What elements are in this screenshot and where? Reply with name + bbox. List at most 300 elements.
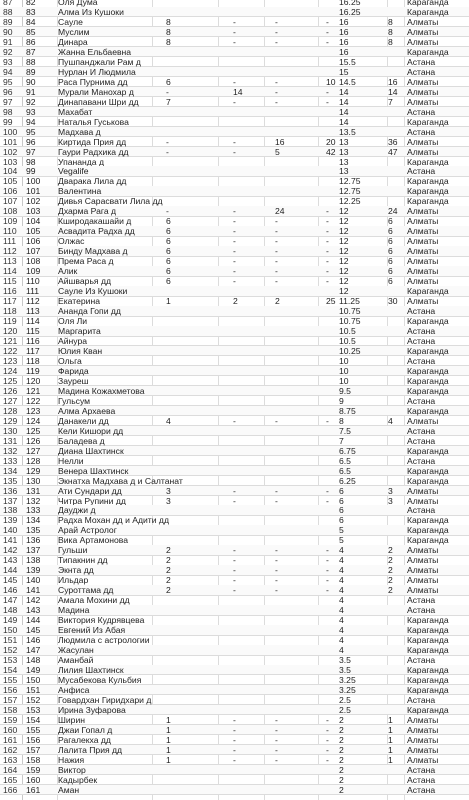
cell-id[interactable]: 121 bbox=[26, 385, 41, 396]
cell-col-d[interactable]: - bbox=[326, 26, 329, 37]
cell-name[interactable]: Пушпанджали Рам д bbox=[58, 56, 141, 67]
cell-col-e[interactable]: 2.5 bbox=[339, 704, 351, 715]
cell-col-e[interactable]: 7.5 bbox=[339, 425, 351, 436]
cell-col-c[interactable] bbox=[275, 595, 293, 605]
cell-col-c[interactable] bbox=[275, 466, 293, 476]
cell-col-f[interactable] bbox=[388, 366, 406, 376]
cell-id[interactable]: 137 bbox=[26, 545, 41, 556]
cell-col-c[interactable] bbox=[275, 535, 293, 545]
table-row[interactable] bbox=[0, 406, 469, 417]
cell-col-b[interactable] bbox=[233, 127, 251, 137]
cell-col-c[interactable] bbox=[275, 426, 293, 436]
cell-name[interactable]: Валентина bbox=[58, 186, 102, 197]
cell-col-e[interactable]: 6.5 bbox=[339, 465, 351, 476]
cell-col-f[interactable]: 16 bbox=[388, 76, 398, 87]
cell-col-f[interactable] bbox=[388, 376, 406, 386]
cell-id[interactable]: 116 bbox=[26, 335, 40, 346]
cell-col-e[interactable]: 12 bbox=[339, 266, 349, 277]
cell-city[interactable]: Караганда bbox=[407, 345, 449, 356]
table-row[interactable] bbox=[0, 206, 469, 217]
table-row[interactable] bbox=[0, 107, 469, 118]
cell-name[interactable]: Баладева д bbox=[58, 435, 105, 446]
cell-col-c[interactable]: - bbox=[275, 26, 278, 37]
cell-name[interactable]: Евгений Из Абая bbox=[58, 625, 126, 636]
cell-col-f[interactable]: 6 bbox=[388, 266, 393, 277]
cell-id[interactable]: 150 bbox=[26, 674, 41, 685]
cell-city[interactable]: Караганда bbox=[407, 684, 449, 695]
cell-col-c[interactable] bbox=[275, 645, 293, 655]
table-row[interactable] bbox=[0, 565, 469, 576]
cell-col-c[interactable]: - bbox=[275, 734, 278, 745]
cell-name[interactable]: Дауджи д bbox=[58, 505, 96, 516]
cell-city[interactable]: Алматы bbox=[407, 565, 439, 576]
table-row[interactable] bbox=[0, 605, 469, 616]
cell-col-b[interactable] bbox=[233, 456, 251, 466]
table-row[interactable] bbox=[0, 77, 469, 88]
cell-name[interactable]: Гаури Радхика дд bbox=[58, 146, 129, 157]
cell-col-c[interactable] bbox=[275, 665, 293, 675]
cell-col-c[interactable]: 2 bbox=[275, 296, 280, 307]
cell-col-f[interactable] bbox=[388, 356, 406, 366]
cell-col-a[interactable]: 2 bbox=[166, 565, 171, 576]
cell-col-c[interactable]: - bbox=[275, 16, 278, 27]
cell-col-b[interactable]: - bbox=[233, 495, 236, 506]
cell-id[interactable]: 84 bbox=[26, 16, 36, 27]
cell-name[interactable]: Екатерина bbox=[58, 296, 100, 307]
cell-city[interactable]: Астана bbox=[407, 425, 436, 436]
cell-col-f[interactable] bbox=[388, 67, 406, 77]
cell-col-a[interactable] bbox=[166, 655, 184, 665]
table-row[interactable] bbox=[0, 216, 469, 227]
cell-col-a[interactable]: 2 bbox=[166, 585, 171, 596]
cell-col-e[interactable]: 16 bbox=[339, 16, 349, 27]
table-row[interactable] bbox=[0, 346, 469, 357]
cell-id[interactable]: 94 bbox=[26, 116, 36, 127]
cell-name[interactable]: Сауле bbox=[58, 16, 83, 27]
cell-col-a[interactable] bbox=[166, 286, 184, 296]
cell-name[interactable]: Типакнин дд bbox=[58, 555, 108, 566]
cell-col-b[interactable] bbox=[233, 775, 251, 785]
cell-col-b[interactable] bbox=[233, 436, 251, 446]
cell-col-c[interactable] bbox=[275, 336, 293, 346]
cell-col-f[interactable] bbox=[388, 505, 406, 515]
cell-col-a[interactable]: - bbox=[166, 146, 169, 157]
cell-col-f[interactable]: 8 bbox=[388, 16, 393, 27]
cell-col-c[interactable] bbox=[275, 765, 293, 775]
cell-col-e[interactable]: 12 bbox=[339, 286, 349, 297]
cell-col-a[interactable] bbox=[166, 157, 184, 167]
cell-col-a[interactable] bbox=[166, 675, 184, 685]
cell-name[interactable]: Лилия Шахтинск bbox=[58, 664, 124, 675]
cell-col-c[interactable] bbox=[275, 316, 293, 326]
cell-col-f[interactable] bbox=[388, 655, 406, 665]
cell-col-a[interactable]: 3 bbox=[166, 485, 171, 496]
cell-col-c[interactable]: - bbox=[275, 724, 278, 735]
table-row[interactable] bbox=[0, 695, 469, 706]
cell-id[interactable]: 122 bbox=[26, 395, 41, 406]
cell-col-c[interactable] bbox=[275, 57, 293, 67]
cell-col-c[interactable] bbox=[275, 306, 293, 316]
cell-col-f[interactable] bbox=[388, 705, 406, 715]
cell-col-f[interactable] bbox=[388, 785, 406, 795]
cell-col-e[interactable]: 14 bbox=[339, 106, 349, 117]
cell-id[interactable]: 154 bbox=[26, 714, 41, 725]
cell-city[interactable]: Караганда bbox=[407, 615, 449, 626]
cell-col-b[interactable] bbox=[233, 336, 251, 346]
cell-col-b[interactable] bbox=[233, 476, 251, 486]
cell-col-c[interactable] bbox=[275, 685, 293, 695]
cell-id[interactable]: 140 bbox=[26, 575, 41, 586]
cell-city[interactable]: Караганда bbox=[407, 645, 449, 656]
cell-city[interactable]: Алматы bbox=[407, 296, 439, 307]
cell-col-a[interactable] bbox=[166, 386, 184, 396]
cell-col-d[interactable]: - bbox=[326, 565, 329, 576]
cell-city[interactable]: Алматы bbox=[407, 246, 439, 257]
cell-name[interactable]: Ирина Зуфарова bbox=[58, 704, 126, 715]
cell-id[interactable]: 130 bbox=[26, 475, 41, 486]
cell-name[interactable]: Данакели дд bbox=[58, 415, 109, 426]
cell-name[interactable]: Ширин bbox=[58, 714, 86, 725]
cell-col-e[interactable]: 3.5 bbox=[339, 664, 351, 675]
table-row[interactable] bbox=[0, 246, 469, 257]
cell-col-f[interactable]: 4 bbox=[388, 415, 393, 426]
cell-name[interactable]: Гульсум bbox=[58, 395, 91, 406]
cell-id[interactable]: 88 bbox=[26, 56, 36, 67]
cell-col-a[interactable]: - bbox=[166, 86, 169, 97]
cell-col-f[interactable] bbox=[388, 635, 406, 645]
cell-col-c[interactable] bbox=[275, 515, 293, 525]
cell-city[interactable]: Астана bbox=[407, 764, 436, 775]
cell-col-b[interactable]: 14 bbox=[233, 86, 243, 97]
cell-col-d[interactable]: 42 bbox=[326, 146, 336, 157]
cell-name[interactable]: Нажия bbox=[58, 754, 85, 765]
cell-col-d[interactable]: - bbox=[326, 545, 329, 556]
cell-col-b[interactable] bbox=[233, 615, 251, 625]
cell-col-b[interactable] bbox=[233, 426, 251, 436]
cell-col-c[interactable] bbox=[275, 476, 293, 486]
cell-col-c[interactable]: - bbox=[275, 744, 278, 755]
cell-col-f[interactable] bbox=[388, 645, 406, 655]
cell-id[interactable]: 120 bbox=[26, 375, 41, 386]
cell-col-f[interactable] bbox=[388, 535, 406, 545]
cell-col-a[interactable] bbox=[166, 785, 184, 795]
cell-col-a[interactable]: 6 bbox=[166, 216, 171, 227]
cell-col-c[interactable] bbox=[275, 396, 293, 406]
cell-id[interactable]: 83 bbox=[26, 6, 36, 17]
cell-name[interactable]: Вика Артамонова bbox=[58, 535, 129, 546]
cell-col-c[interactable] bbox=[275, 605, 293, 615]
cell-col-e[interactable]: 14.5 bbox=[339, 76, 356, 87]
table-row[interactable] bbox=[0, 765, 469, 776]
cell-col-b[interactable]: - bbox=[233, 216, 236, 227]
cell-col-b[interactable]: - bbox=[233, 76, 236, 87]
cell-city[interactable]: Караганда bbox=[407, 176, 449, 187]
cell-city[interactable]: Астана bbox=[407, 784, 436, 795]
cell-col-c[interactable]: - bbox=[275, 754, 278, 765]
cell-col-f[interactable] bbox=[388, 306, 406, 316]
cell-col-a[interactable] bbox=[166, 346, 184, 356]
cell-col-f[interactable] bbox=[388, 157, 406, 167]
cell-name[interactable]: Кадырбек bbox=[58, 774, 98, 785]
cell-col-e[interactable]: 10 bbox=[339, 365, 349, 376]
cell-col-b[interactable] bbox=[233, 107, 251, 117]
cell-name[interactable]: Алма Архаева bbox=[58, 405, 116, 416]
cell-col-b[interactable]: - bbox=[233, 236, 236, 247]
cell-col-d[interactable]: - bbox=[326, 246, 329, 257]
cell-col-e[interactable]: 2 bbox=[339, 714, 344, 725]
cell-city[interactable]: Алматы bbox=[407, 714, 439, 725]
cell-id[interactable]: 103 bbox=[26, 206, 41, 217]
cell-col-e[interactable]: 6 bbox=[339, 505, 344, 516]
cell-id[interactable]: 155 bbox=[26, 724, 41, 735]
cell-col-b[interactable]: - bbox=[233, 96, 236, 107]
cell-col-f[interactable] bbox=[388, 7, 406, 17]
cell-col-d[interactable]: - bbox=[326, 585, 329, 596]
cell-name[interactable]: Упананда д bbox=[58, 156, 104, 167]
cell-col-a[interactable]: 2 bbox=[166, 545, 171, 556]
cell-city[interactable]: Караганда bbox=[407, 465, 449, 476]
cell-col-a[interactable]: 1 bbox=[166, 734, 171, 745]
cell-col-f[interactable] bbox=[388, 595, 406, 605]
cell-col-a[interactable] bbox=[166, 665, 184, 675]
cell-col-f[interactable] bbox=[388, 525, 406, 535]
cell-col-b[interactable] bbox=[233, 685, 251, 695]
cell-col-a[interactable] bbox=[166, 525, 184, 535]
cell-col-e[interactable]: 15.5 bbox=[339, 56, 356, 67]
cell-col-f[interactable] bbox=[388, 326, 406, 336]
cell-col-e[interactable]: 2.5 bbox=[339, 694, 351, 705]
cell-id[interactable]: 96 bbox=[26, 136, 36, 147]
cell-col-a[interactable] bbox=[166, 117, 184, 127]
cell-col-a[interactable] bbox=[166, 406, 184, 416]
cell-col-f[interactable] bbox=[388, 316, 406, 326]
table-row[interactable] bbox=[0, 416, 469, 427]
cell-col-e[interactable]: 12 bbox=[339, 276, 349, 287]
cell-id[interactable]: 90 bbox=[26, 76, 36, 87]
cell-id[interactable]: 153 bbox=[26, 704, 41, 715]
table-row[interactable] bbox=[0, 137, 469, 148]
cell-col-b[interactable]: - bbox=[233, 754, 236, 765]
cell-col-d[interactable]: - bbox=[326, 16, 329, 27]
cell-col-d[interactable]: - bbox=[326, 734, 329, 745]
table-row[interactable] bbox=[0, 635, 469, 646]
table-row[interactable] bbox=[0, 67, 469, 78]
cell-col-b[interactable]: - bbox=[233, 545, 236, 556]
cell-col-e[interactable]: 9 bbox=[339, 395, 344, 406]
cell-name[interactable]: Ольга bbox=[58, 355, 82, 366]
cell-id[interactable]: 159 bbox=[26, 764, 41, 775]
table-row[interactable] bbox=[0, 47, 469, 58]
cell-city[interactable]: Караганда bbox=[407, 704, 449, 715]
cell-col-b[interactable]: - bbox=[233, 16, 236, 27]
cell-col-b[interactable] bbox=[233, 166, 251, 176]
cell-col-e[interactable]: 12 bbox=[339, 216, 349, 227]
cell-col-c[interactable]: - bbox=[275, 36, 278, 47]
cell-name[interactable]: Рагалекха дд bbox=[58, 734, 111, 745]
cell-col-a[interactable] bbox=[166, 57, 184, 67]
cell-col-b[interactable]: - bbox=[233, 565, 236, 576]
cell-col-e[interactable]: 12 bbox=[339, 256, 349, 267]
cell-col-c[interactable] bbox=[275, 127, 293, 137]
cell-name[interactable]: Венера Шахтинск bbox=[58, 465, 129, 476]
cell-id[interactable]: 91 bbox=[26, 86, 36, 97]
cell-col-e[interactable]: 16.25 bbox=[339, 0, 361, 7]
cell-col-b[interactable]: - bbox=[233, 575, 236, 586]
table-row[interactable] bbox=[0, 87, 469, 98]
cell-city[interactable]: Алматы bbox=[407, 96, 439, 107]
table-row[interactable] bbox=[0, 535, 469, 546]
cell-col-f[interactable]: 2 bbox=[388, 565, 393, 576]
cell-col-c[interactable] bbox=[275, 157, 293, 167]
cell-city[interactable]: Алматы bbox=[407, 266, 439, 277]
cell-id[interactable]: 132 bbox=[26, 495, 41, 506]
cell-col-c[interactable] bbox=[275, 326, 293, 336]
cell-col-a[interactable] bbox=[166, 436, 184, 446]
cell-col-d[interactable]: - bbox=[326, 744, 329, 755]
cell-col-a[interactable] bbox=[166, 695, 184, 705]
cell-id[interactable]: 136 bbox=[26, 535, 41, 546]
cell-col-b[interactable] bbox=[233, 117, 251, 127]
cell-city[interactable]: Астана bbox=[407, 655, 436, 666]
cell-col-a[interactable]: 8 bbox=[166, 36, 171, 47]
cell-city[interactable]: Караганда bbox=[407, 635, 449, 646]
cell-id[interactable]: 104 bbox=[26, 216, 41, 227]
cell-col-a[interactable]: 8 bbox=[166, 16, 171, 27]
cell-col-b[interactable] bbox=[233, 47, 251, 57]
cell-city[interactable]: Караганда bbox=[407, 625, 449, 636]
cell-col-a[interactable] bbox=[166, 765, 184, 775]
table-row[interactable] bbox=[0, 545, 469, 556]
table-row[interactable] bbox=[0, 685, 469, 696]
cell-city[interactable]: Астана bbox=[407, 326, 436, 336]
cell-col-e[interactable]: 12 bbox=[339, 206, 349, 217]
cell-id[interactable]: 161 bbox=[26, 784, 41, 795]
table-row[interactable] bbox=[0, 735, 469, 746]
cell-city[interactable]: Астана bbox=[407, 106, 436, 117]
cell-col-f[interactable] bbox=[388, 107, 406, 117]
cell-col-c[interactable]: - bbox=[275, 545, 278, 556]
cell-col-b[interactable] bbox=[233, 785, 251, 795]
cell-name[interactable]: Аманбай bbox=[58, 655, 94, 666]
cell-col-c[interactable] bbox=[275, 625, 293, 635]
cell-id[interactable]: 147 bbox=[26, 645, 41, 656]
cell-col-e[interactable]: 4 bbox=[339, 575, 344, 586]
cell-col-b[interactable] bbox=[233, 446, 251, 456]
cell-city[interactable]: Астана bbox=[407, 774, 436, 785]
cell-name[interactable]: Мадина Кожахметова bbox=[58, 385, 145, 396]
cell-id[interactable]: 149 bbox=[26, 664, 41, 675]
cell-city[interactable]: Караганда bbox=[407, 365, 449, 376]
cell-col-c[interactable] bbox=[275, 436, 293, 446]
cell-id[interactable]: 107 bbox=[26, 246, 41, 257]
cell-col-f[interactable] bbox=[388, 186, 406, 196]
table-row[interactable] bbox=[0, 117, 469, 128]
cell-name[interactable]: Людмила с астрологии bbox=[58, 635, 150, 646]
cell-col-b[interactable] bbox=[233, 306, 251, 316]
cell-city[interactable]: Астана bbox=[407, 395, 436, 406]
cell-city[interactable]: Караганда bbox=[407, 6, 449, 17]
table-row[interactable] bbox=[0, 615, 469, 626]
cell-col-e[interactable]: 2 bbox=[339, 754, 344, 765]
cell-col-c[interactable]: - bbox=[275, 276, 278, 287]
cell-col-f[interactable]: 2 bbox=[388, 545, 393, 556]
cell-id[interactable]: 100 bbox=[26, 176, 41, 187]
cell-col-f[interactable] bbox=[388, 0, 406, 7]
cell-col-b[interactable] bbox=[233, 695, 251, 705]
cell-col-f[interactable] bbox=[388, 775, 406, 785]
cell-city[interactable]: Астана bbox=[407, 505, 436, 516]
cell-col-f[interactable]: 2 bbox=[388, 555, 393, 566]
table-row[interactable] bbox=[0, 505, 469, 516]
cell-col-c[interactable]: - bbox=[275, 585, 278, 596]
cell-city[interactable]: Алматы bbox=[407, 575, 439, 586]
table-row[interactable] bbox=[0, 256, 469, 267]
cell-name[interactable]: Бинду Мадхава д bbox=[58, 246, 128, 257]
cell-col-e[interactable]: 13 bbox=[339, 156, 349, 167]
cell-col-c[interactable] bbox=[275, 655, 293, 665]
cell-col-e[interactable]: 2 bbox=[339, 724, 344, 735]
cell-id[interactable]: 157 bbox=[26, 744, 41, 755]
table-row[interactable] bbox=[0, 286, 469, 297]
table-row[interactable] bbox=[0, 555, 469, 566]
cell-col-f[interactable] bbox=[388, 426, 406, 436]
cell-city[interactable]: Алматы bbox=[407, 256, 439, 267]
cell-col-f[interactable] bbox=[388, 615, 406, 625]
cell-col-a[interactable]: 3 bbox=[166, 495, 171, 506]
cell-col-f[interactable]: 47 bbox=[388, 146, 398, 157]
cell-col-a[interactable]: 1 bbox=[166, 754, 171, 765]
cell-col-e[interactable]: 12.75 bbox=[339, 186, 361, 197]
cell-id[interactable]: 129 bbox=[26, 465, 41, 476]
cell-city[interactable]: Алматы bbox=[407, 734, 439, 745]
cell-col-a[interactable]: 2 bbox=[166, 555, 171, 566]
cell-col-b[interactable] bbox=[233, 7, 251, 17]
cell-id[interactable]: 99 bbox=[26, 166, 36, 177]
cell-col-c[interactable] bbox=[275, 705, 293, 715]
cell-col-c[interactable] bbox=[275, 7, 293, 17]
cell-col-f[interactable]: 6 bbox=[388, 246, 393, 257]
cell-city[interactable]: Астана bbox=[407, 595, 436, 606]
cell-col-a[interactable] bbox=[166, 466, 184, 476]
cell-col-f[interactable]: 1 bbox=[388, 714, 393, 725]
cell-id[interactable]: 115 bbox=[26, 326, 40, 336]
cell-name[interactable]: Говардхан Гиридхари д bbox=[58, 694, 152, 705]
cell-col-a[interactable] bbox=[166, 376, 184, 386]
cell-id[interactable]: 112 bbox=[26, 296, 40, 307]
cell-col-a[interactable] bbox=[166, 775, 184, 785]
cell-col-b[interactable]: - bbox=[233, 246, 236, 257]
cell-city[interactable]: Алматы bbox=[407, 36, 439, 47]
cell-id[interactable]: 127 bbox=[26, 445, 41, 456]
cell-col-a[interactable] bbox=[166, 505, 184, 515]
cell-col-b[interactable] bbox=[233, 396, 251, 406]
cell-city[interactable]: Караганда bbox=[407, 445, 449, 456]
cell-col-f[interactable]: 3 bbox=[388, 485, 393, 496]
cell-col-b[interactable]: - bbox=[233, 226, 236, 237]
cell-col-f[interactable]: 7 bbox=[388, 96, 393, 107]
cell-col-a[interactable] bbox=[166, 476, 184, 486]
cell-col-a[interactable] bbox=[166, 316, 184, 326]
cell-city[interactable]: Астана bbox=[407, 455, 436, 466]
table-row[interactable] bbox=[0, 326, 469, 337]
cell-city[interactable]: Караганда bbox=[407, 405, 449, 416]
cell-col-c[interactable] bbox=[275, 107, 293, 117]
cell-col-b[interactable] bbox=[233, 535, 251, 545]
cell-name[interactable]: Анфиса bbox=[58, 684, 90, 695]
table-row[interactable] bbox=[0, 515, 469, 526]
table-row[interactable] bbox=[0, 446, 469, 457]
cell-col-e[interactable]: 4 bbox=[339, 545, 344, 556]
